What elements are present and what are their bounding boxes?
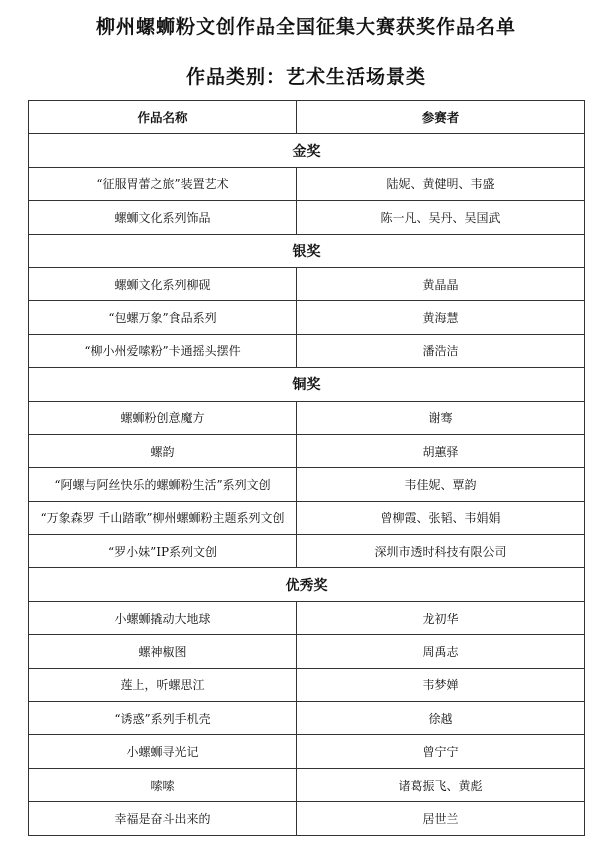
work-name: 幸福是奋斗出来的 <box>29 802 297 835</box>
table-row <box>29 702 585 735</box>
table-row <box>29 201 585 234</box>
author-name: 诸葛振飞、黄彪 <box>297 768 585 801</box>
header-row <box>29 101 585 134</box>
table-row <box>29 501 585 534</box>
header-author: 参赛者 <box>297 101 585 134</box>
author-name: 胡蕙驿 <box>297 434 585 467</box>
work-name: “万象森罗 千山踏歌”柳州螺蛳粉主题系列文创 <box>29 501 297 534</box>
document-subtitle: 作品类别：艺术生活场景类 <box>185 66 426 88</box>
work-name: 小螺蛳寻光记 <box>29 735 297 768</box>
category-row <box>29 368 585 401</box>
table-row <box>29 668 585 701</box>
category-excellence: 优秀奖 <box>29 568 585 601</box>
awards-table <box>28 100 585 836</box>
table-row <box>29 167 585 200</box>
table-row <box>29 802 585 835</box>
category-row <box>29 568 585 601</box>
table-row <box>29 334 585 367</box>
table-row <box>29 601 585 634</box>
author-name: 陆妮、黄健明、韦盛 <box>297 167 585 200</box>
author-name: 周禹志 <box>297 635 585 668</box>
work-name: “罗小妹”IP系列文创 <box>29 535 297 568</box>
author-name: 韦梦婵 <box>297 668 585 701</box>
table-row <box>29 267 585 300</box>
work-name: 嗦嗦 <box>29 768 297 801</box>
author-name: 韦佳妮、覃韵 <box>297 468 585 501</box>
author-name: 徐越 <box>297 702 585 735</box>
category-row <box>29 234 585 267</box>
author-name: 深圳市透时科技有限公司 <box>297 535 585 568</box>
author-name: 黄海慧 <box>297 301 585 334</box>
work-name: “包螺万象”食品系列 <box>29 301 297 334</box>
author-name: 黄晶晶 <box>297 267 585 300</box>
table-row <box>29 468 585 501</box>
author-name: 龙初华 <box>297 601 585 634</box>
table-row <box>29 401 585 434</box>
author-name: 潘浩洁 <box>297 334 585 367</box>
work-name: 莲上，听螺思江 <box>29 668 297 701</box>
author-name: 曾柳霞、张韬、韦娟娟 <box>297 501 585 534</box>
work-name: “诱惑”系列手机壳 <box>29 702 297 735</box>
author-name: 谢骞 <box>297 401 585 434</box>
author-name: 曾宁宁 <box>297 735 585 768</box>
author-name: 居世兰 <box>297 802 585 835</box>
document-title: 柳州螺蛳粉文创作品全国征集大赛获奖作品名单 <box>95 16 516 38</box>
category-row <box>29 134 585 167</box>
work-name: “阿螺与阿丝快乐的螺蛳粉生活”系列文创 <box>29 468 297 501</box>
header-work: 作品名称 <box>29 101 297 134</box>
author-name: 陈一凡、吴丹、吴国武 <box>297 201 585 234</box>
work-name: 螺蛳文化系列柳砚 <box>29 267 297 300</box>
work-name: “柳小州爱嗦粉”卡通摇头摆件 <box>29 334 297 367</box>
work-name: “征服胃蕾之旅”装置艺术 <box>29 167 297 200</box>
work-name: 小螺蛳撬动大地球 <box>29 601 297 634</box>
work-name: 螺神椒图 <box>29 635 297 668</box>
table-row <box>29 735 585 768</box>
table-row <box>29 635 585 668</box>
work-name: 螺蛳粉创意魔方 <box>29 401 297 434</box>
work-name: 螺蛳文化系列饰品 <box>29 201 297 234</box>
category-gold: 金奖 <box>29 134 585 167</box>
work-name: 螺韵 <box>29 434 297 467</box>
table-row <box>29 768 585 801</box>
category-bronze: 铜奖 <box>29 368 585 401</box>
category-silver: 银奖 <box>29 234 585 267</box>
table-row <box>29 301 585 334</box>
table-row <box>29 535 585 568</box>
table-row <box>29 434 585 467</box>
